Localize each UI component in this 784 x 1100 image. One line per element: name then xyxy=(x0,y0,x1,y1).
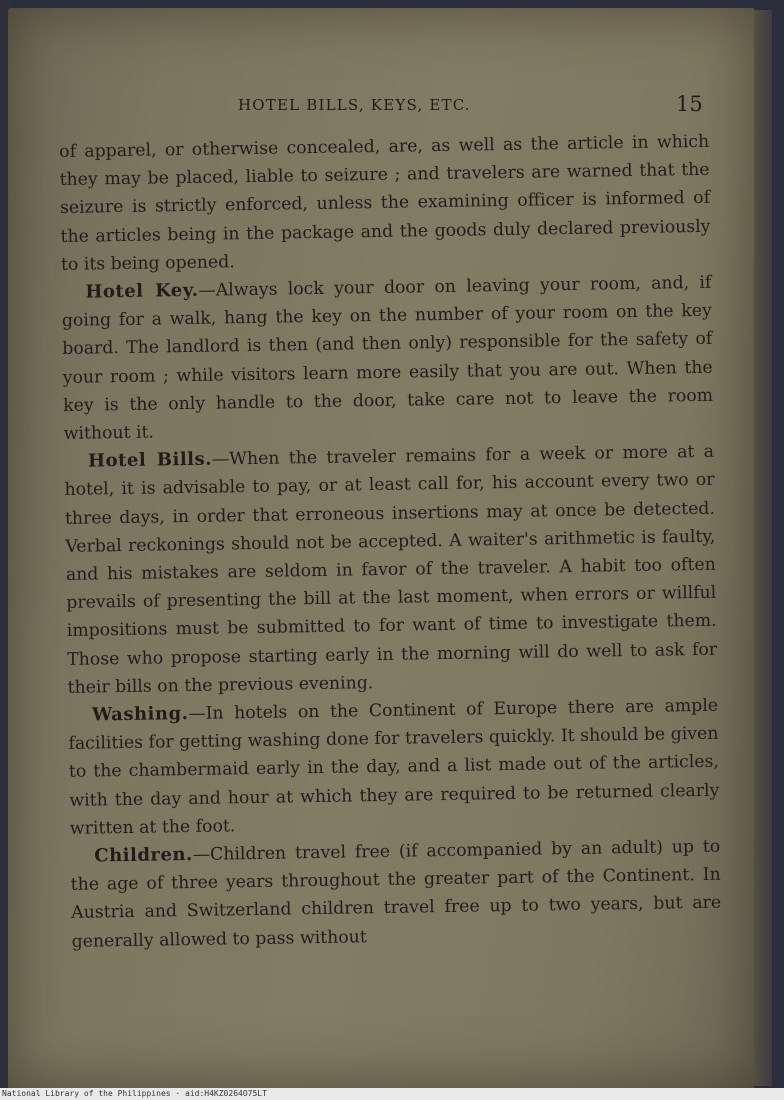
section-heading: Hotel Bills. xyxy=(87,448,213,472)
page-header xyxy=(8,92,754,122)
paragraph-washing xyxy=(68,692,720,843)
paragraph-text: —Always lock your door on leaving your room, and, if going for a walk, hang the key on the number of your room on the key board. The landlord is then (and then only) responsible for the safety of your room ; while visitors learn more easily that you are out. When the key is the only handle to the door, take care not to leave the room without it. xyxy=(61,272,714,444)
section-heading: Children. xyxy=(94,844,193,867)
paragraph-hotel-key xyxy=(61,269,714,448)
paragraph-hotel-bills xyxy=(64,438,718,702)
book-page xyxy=(8,8,754,1088)
paragraph-text: —In hotels on the Continent of Europe there are ample facilities for getting washing done for travelers quickly. It should be given to the chambermaid early in the day, and a list made out of the articles, with the day and hour at which they are required to be returned clearly written at the foot. xyxy=(68,695,720,839)
paragraph-continuation xyxy=(59,128,711,279)
page-number: 15 xyxy=(676,92,703,116)
scan-watermark: National Library of the Philippines · aid:H4KZ0264O75LT xyxy=(0,1088,784,1100)
section-heading: Washing. xyxy=(91,703,189,726)
paragraph-text: —Children travel free (if accompanied by an adult) up to the age of three years throughout the greater part of the Continent. In Austria and Switzerland children travel free up to two years, but are generally allowed to pass without xyxy=(70,836,722,952)
paragraph-text: —When the traveler remains for a week or more at a hotel, it is advisable to pay, or at least call for, his account every two or three days, in order that erroneous insertions may at once be detected. Verbal reckonings should not be accepted. A waiter's arithmetic is faulty, and his mistakes are seldom in favor of the traveler. A habit too often prevails of presenting the bill at the last moment, when errors or willful impositions must be submitted to for want of time to investigate them. Those who propose starting early in the morning will do well to ask for their bills on the previous evening. xyxy=(64,441,718,698)
running-head: HOTEL BILLS, KEYS, ETC. xyxy=(238,96,471,114)
paragraph-children xyxy=(70,833,722,956)
section-heading: Hotel Key. xyxy=(85,279,199,303)
body-text xyxy=(59,128,722,956)
paragraph-text: of apparel, or otherwise concealed, are, as well as the article in which they may be placed, liable to seizure ; and travelers are warned that the seizure is strictly enforced, unless the examining officer is informed of the articles being in the package and the goods duly declared previously to its being opened. xyxy=(59,131,711,275)
